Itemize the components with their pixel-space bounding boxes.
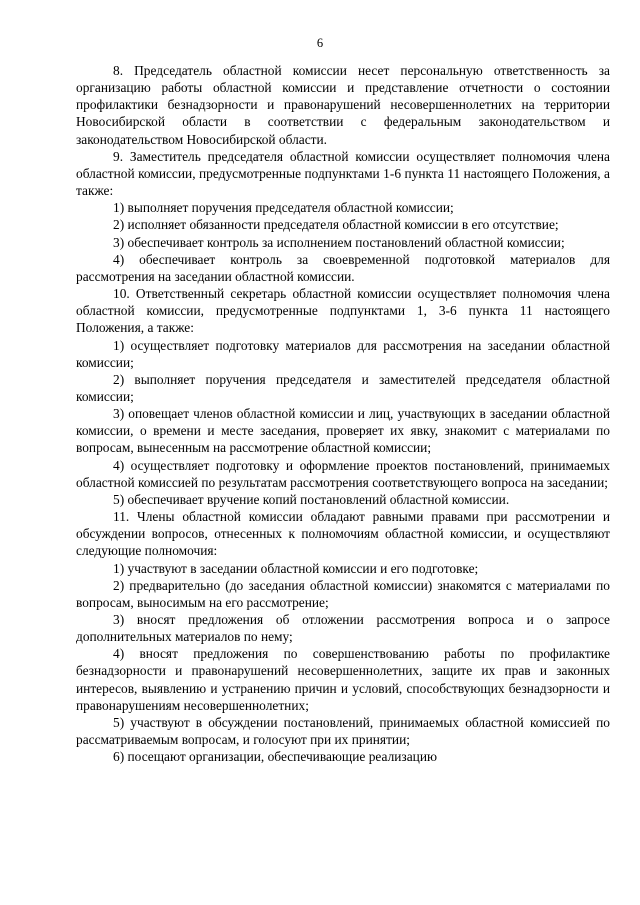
subitem-11-1: 1) участвуют в заседании областной комиссии и его подготовке;	[113, 560, 479, 576]
subitem-9-4: 4) обеспечивает контроль за своевременной подготовкой материалов для рассмотрения на заседании областной комиссии.	[76, 251, 610, 284]
page-number: 6	[316, 36, 324, 50]
subitem-11-2: 2) предварительно (до заседания областной комиссии) знакомятся с материалами по вопросам, выносимым на его рассмотрение;	[76, 577, 610, 610]
document-body	[76, 62, 610, 765]
subitem-9-2: 2) исполняет обязанности председателя областной комиссии в его отсутствие;	[113, 217, 559, 233]
paragraph-item-11: 11. Члены областной комиссии обладают равными правами при рассмотрении и обсуждении вопросов, отнесенных к полномочиям областной комиссии, и осуществляют следующие полномочия:	[76, 509, 610, 559]
subitem-10-2: 2) выполняет поручения председателя и заместителей председателя областной комиссии;	[76, 371, 610, 404]
subitem-9-1: 1) выполняет поручения председателя областной комиссии;	[113, 200, 454, 216]
subitem-10-4: 4) осуществляет подготовку и оформление проектов постановлений, принимаемых областной комиссией по результатам рассмотрения соответствующего вопроса на заседании;	[76, 457, 610, 490]
subitem-10-3: 3) оповещает членов областной комиссии и лиц, участвующих в заседании областной комиссии, о времени и месте заседания, проверяет их явку, знакомит с материалами по вопросам, вынесенным на рассмотрение областной комиссии;	[76, 406, 610, 456]
paragraph-item-10: 10. Ответственный секретарь областной комиссии осуществляет полномочия члена областной комиссии, предусмотренные подпунктами 1, 3-6 пункта 11 настоящего Положения, а также:	[76, 286, 610, 336]
subitem-11-3: 3) вносят предложения об отложении рассмотрения вопроса и о запросе дополнительных материалов по нему;	[76, 612, 610, 645]
paragraph-item-8: 8. Председатель областной комиссии несет персональную ответственность за организацию работы областной комиссии и представление отчетности о состоянии профилактики безнадзорности и правонарушений несовершеннолетних на территории Новосибирской области в соответствии с федеральным законодательством и законодательством Новосибирской области.	[76, 63, 610, 147]
subitem-11-6: 6) посещают организации, обеспечивающие реализацию	[113, 749, 437, 765]
subitem-10-5: 5) обеспечивает вручение копий постановлений областной комиссии.	[113, 491, 510, 507]
paragraph-item-9: 9. Заместитель председателя областной комиссии осуществляет полномочия члена областной комиссии, предусмотренные подпунктами 1-6 пункта 11 настоящего Положения, а также:	[76, 148, 610, 199]
subitem-9-3: 3) обеспечивает контроль за исполнением постановлений областной комиссии;	[113, 234, 565, 250]
subitem-11-5: 5) участвуют в обсуждении постановлений, принимаемых областной комиссией по рассматриваемым вопросам, и голосуют при их принятии;	[76, 714, 610, 748]
subitem-10-1: 1) осуществляет подготовку материалов для рассмотрения на заседании областной комиссии;	[76, 337, 610, 370]
subitem-11-4: 4) вносят предложения по совершенствованию работы по профилактике безнадзорности и правонарушений несовершеннолетних, защите их прав и законных интересов, выявлению и устранению причин и условий, способствующих безнадзорности и правонарушениям несовершеннолетних;	[76, 646, 610, 713]
